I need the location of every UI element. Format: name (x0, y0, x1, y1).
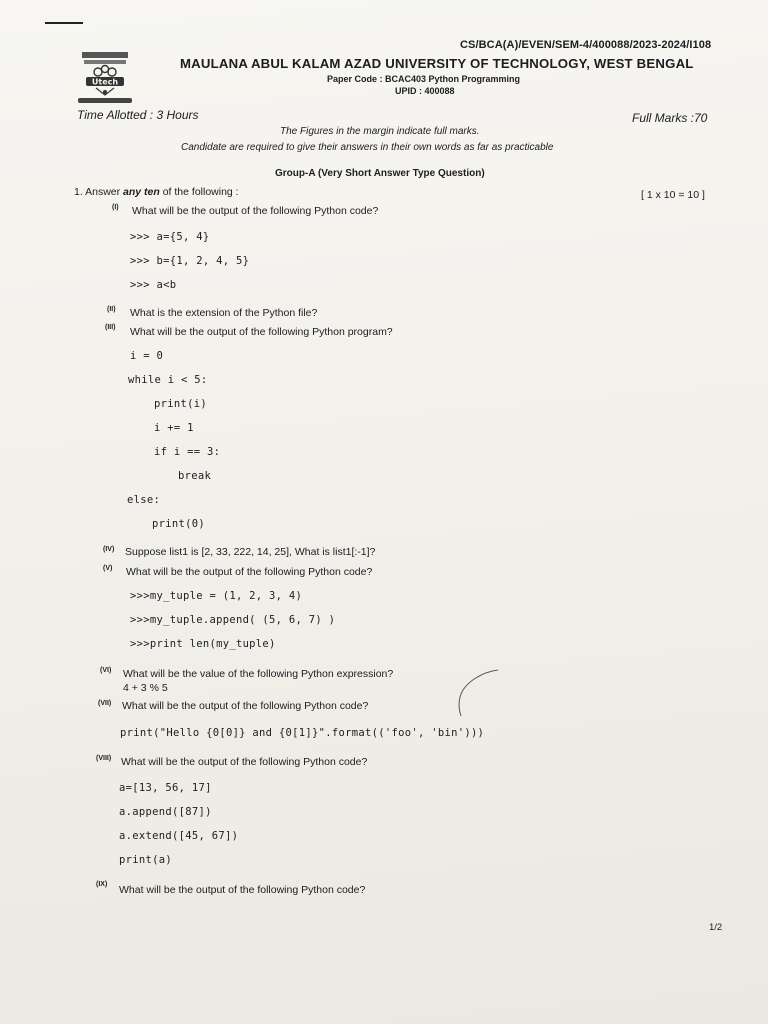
code-line: >>> b={1, 2, 4, 5} (130, 255, 250, 267)
code-line: i += 1 (154, 422, 194, 434)
question-number: (I) (112, 204, 119, 211)
question-text: What will be the output of the following Python code? (132, 205, 379, 217)
top-dash-mark (45, 22, 83, 24)
code-line: a.extend([45, 67]) (119, 830, 239, 842)
code-line: >>> a<b (130, 279, 177, 291)
code-line: >>>my_tuple.append( (5, 6, 7) ) (130, 614, 336, 626)
question-text: What will be the output of the following Python code? (126, 566, 373, 578)
question-number: (IX) (96, 881, 108, 888)
question-text: What will be the output of the following Python program? (130, 326, 393, 338)
question-number: (VI) (100, 667, 112, 674)
code-line: >>>my_tuple = (1, 2, 3, 4) (130, 590, 303, 602)
question-text: What will be the output of the following Python code? (119, 884, 366, 896)
expression-text: 4 + 3 % 5 (123, 682, 168, 694)
code-line: if i == 3: (154, 446, 221, 458)
instruction-margin: The Figures in the margin indicate full marks. (280, 126, 480, 137)
question-text: What will be the output of the following Python code? (121, 756, 368, 768)
q1-number: 1. Answer (74, 186, 124, 198)
upid: UPID : 400088 (395, 86, 455, 96)
code-line: print("Hello {0[0]} and {0[1]}".format(('foo', 'bin'))) (120, 727, 485, 739)
code-line: print(0) (152, 518, 205, 530)
q1-emphasis: any ten (123, 186, 160, 198)
code-line: >>> a={5, 4} (130, 231, 210, 243)
question-number: (VII) (98, 700, 112, 707)
full-marks: Full Marks :70 (632, 111, 708, 125)
logo-text: Utech (91, 77, 119, 87)
question-number: (II) (107, 306, 116, 313)
paper-reference: CS/BCA(A)/EVEN/SEM-4/400088/2023-2024/I108 (460, 39, 712, 51)
q1-rest: of the following : (159, 186, 239, 198)
code-line: break (178, 470, 212, 482)
instruction-own-words: Candidate are required to give their answers in their own words as far as practicable (181, 142, 554, 153)
code-line: a=[13, 56, 17] (119, 782, 212, 794)
university-logo-icon (74, 50, 136, 106)
group-title: Group-A (Very Short Answer Type Question) (275, 168, 485, 179)
code-line: while i < 5: (128, 374, 208, 386)
group-marks: [ 1 x 10 = 10 ] (641, 189, 705, 201)
question-text: What will be the value of the following Python expression? (123, 668, 394, 680)
question-text: What is the extension of the Python file? (130, 307, 318, 319)
code-line: i = 0 (130, 350, 164, 362)
code-line: print(i) (154, 398, 207, 410)
paper-code: Paper Code : BCAC403 Python Programming (327, 74, 521, 84)
university-name: MAULANA ABUL KALAM AZAD UNIVERSITY OF TECHNOLOGY, WEST BENGAL (180, 56, 694, 71)
code-line: else: (127, 494, 161, 506)
question-text: Suppose list1 is [2, 33, 222, 14, 25], What is list1[:-1]? (125, 546, 376, 558)
code-line: a.append([87]) (119, 806, 212, 818)
pencil-mark-icon (454, 664, 504, 724)
question-number: (V) (103, 565, 113, 572)
page-number: 1/2 (709, 922, 723, 933)
code-line: >>>print len(my_tuple) (130, 638, 276, 650)
code-line: print(a) (119, 854, 172, 866)
question-number: (IV) (103, 546, 115, 553)
time-allotted: Time Allotted : 3 Hours (77, 108, 199, 122)
question-number: (III) (105, 324, 116, 331)
question-number: (VIII) (96, 755, 112, 762)
question-text: What will be the output of the following Python code? (122, 700, 369, 712)
question-1-heading (74, 186, 239, 198)
